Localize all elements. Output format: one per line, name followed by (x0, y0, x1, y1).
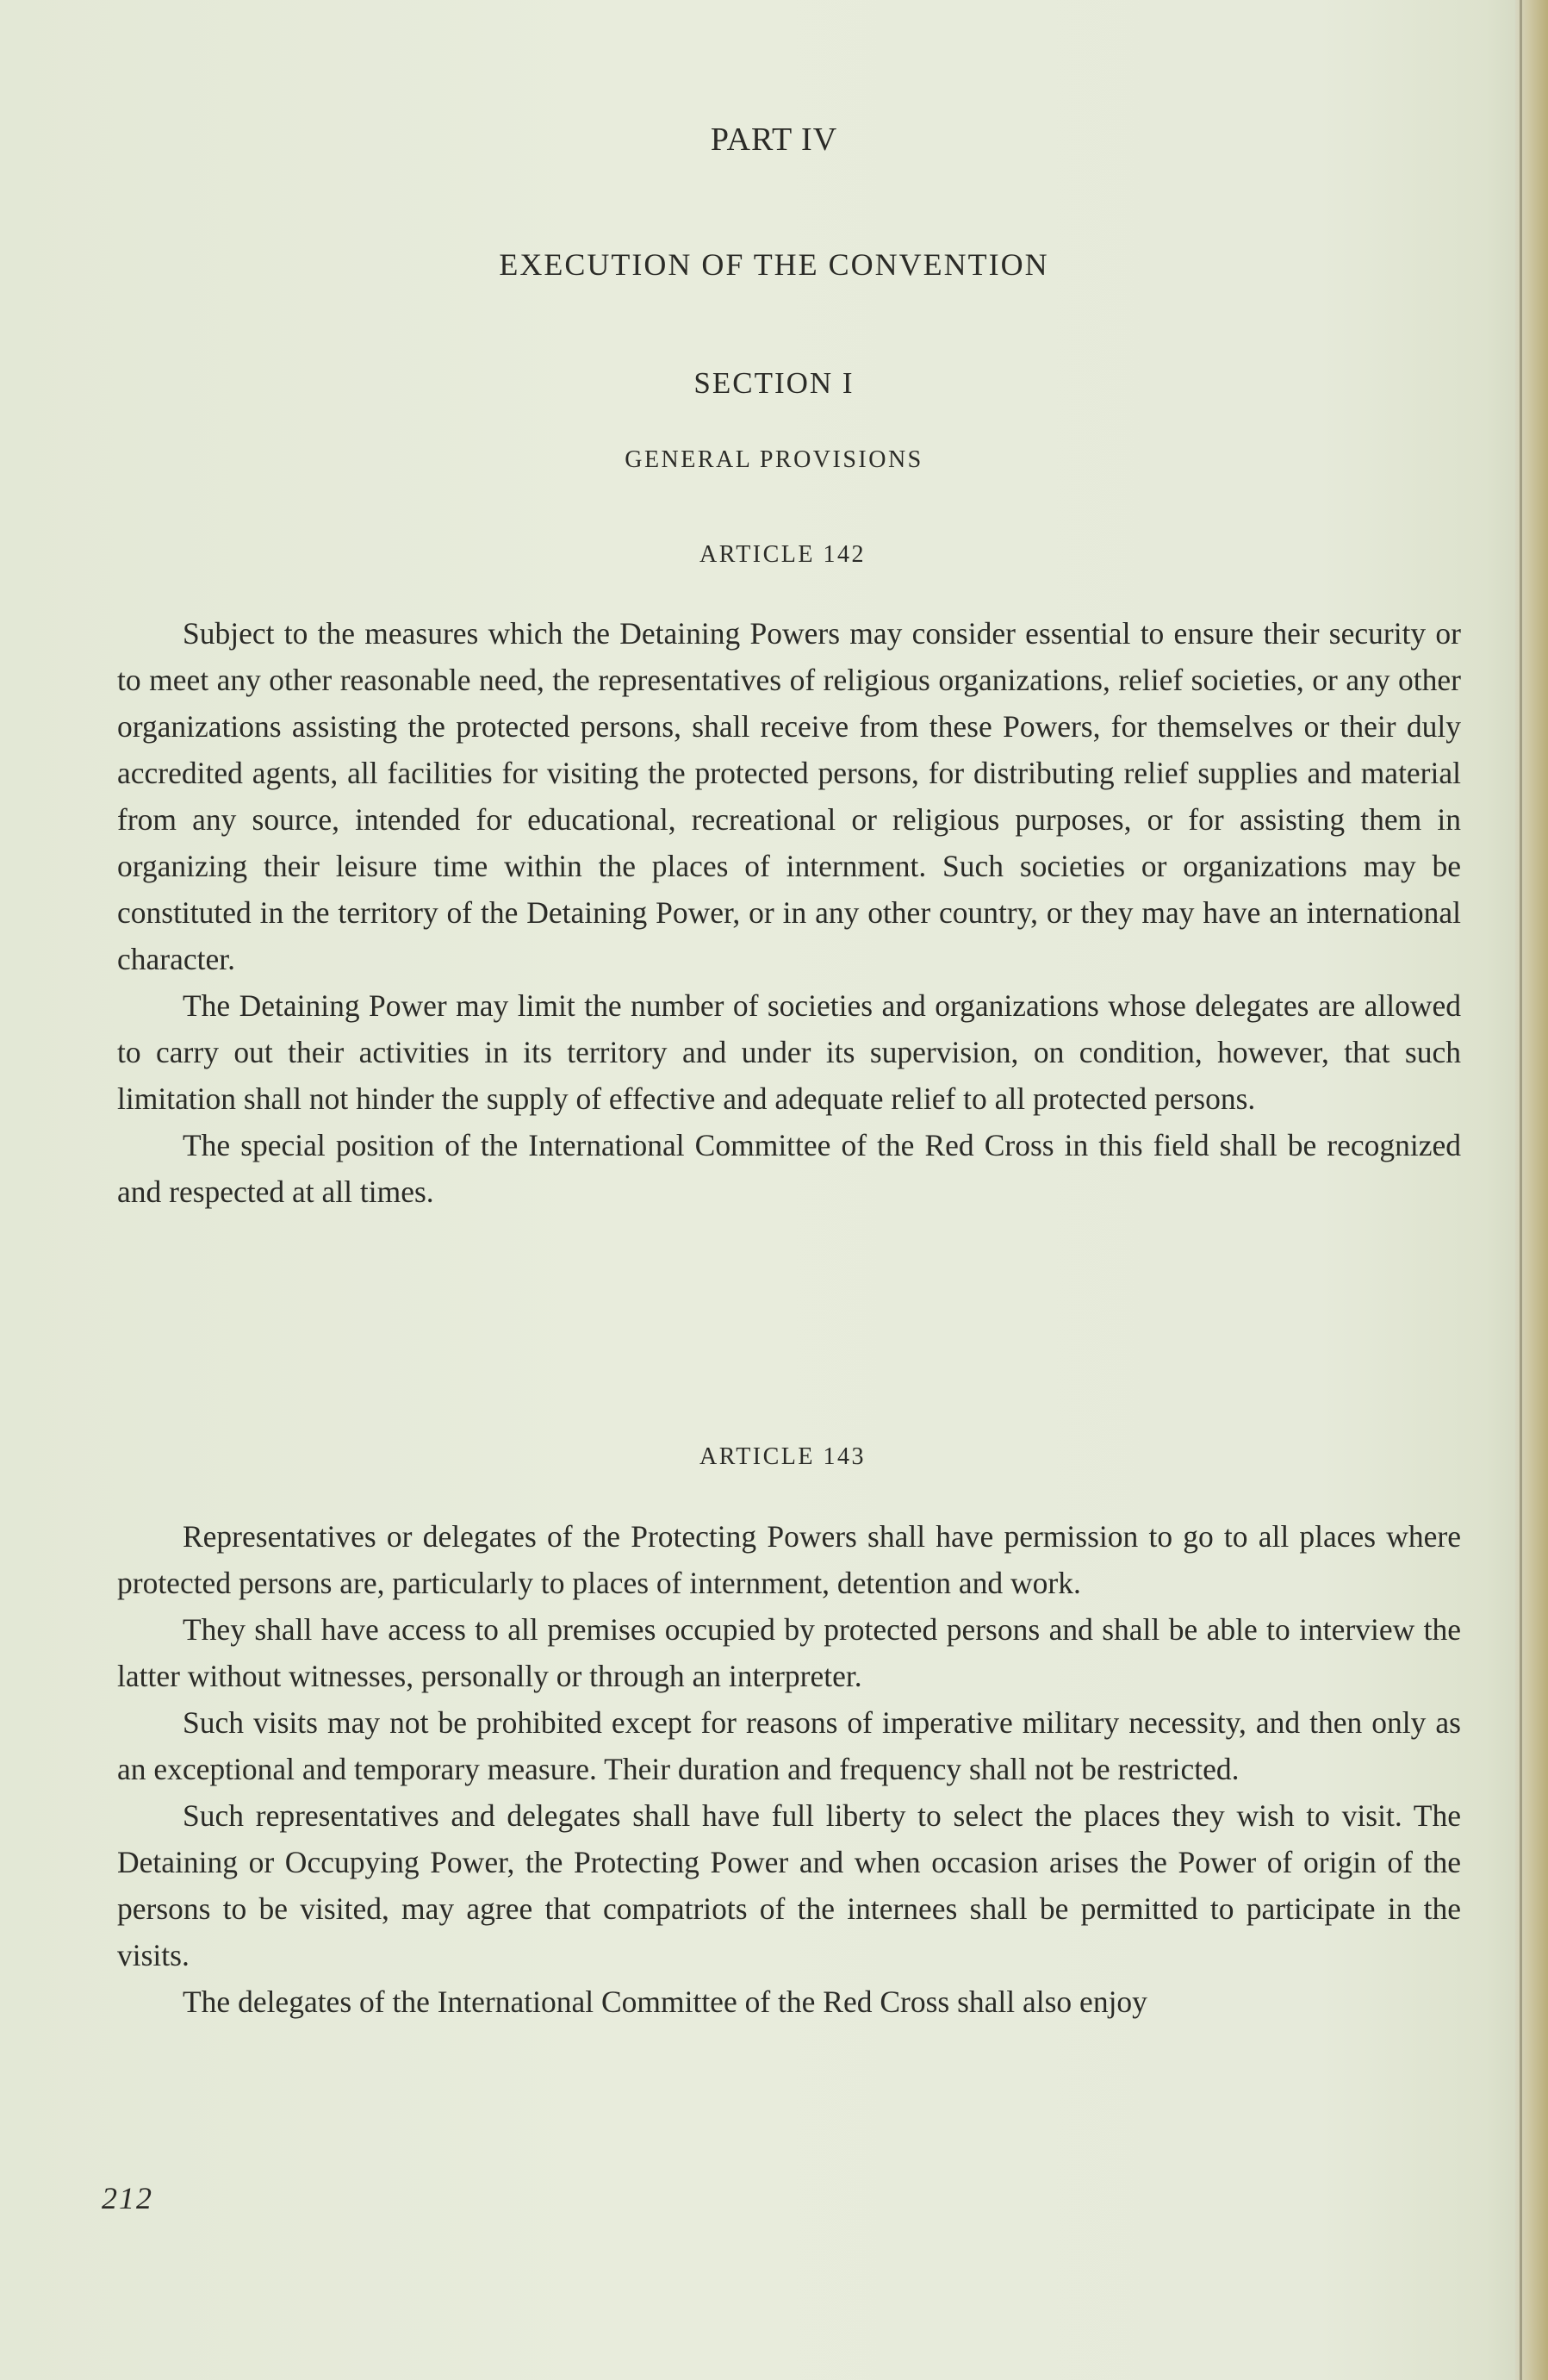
page-number: 212 (102, 2181, 153, 2215)
paragraph: Representatives or delegates of the Protecting Powers shall have permission to go to all places where protected persons are, particularly to places of internment, detention and work. (117, 1519, 1461, 1600)
paragraph: They shall have access to all premises occupied by protected persons and shall be able to interview the latter without witnesses, personally or through an interpreter. (117, 1612, 1461, 1693)
paragraph: Such representatives and delegates shall have full liberty to select the places they wish to visit. The Detaining or Occupying Power, the Protecting Power and when occasion arises the Power of origin of the persons to be visited, may agree that compatriots of the internees shall be permitted to participate in the visits. (117, 1798, 1461, 1972)
part-title: PART IV (710, 121, 838, 158)
page-binding-line (1520, 0, 1522, 2380)
paragraph: Such visits may not be prohibited except for reasons of imperative military necessity, and then only as an exceptional and temporary measure. Their duration and frequency shall not be restricted. (117, 1705, 1461, 1786)
chapter-title: EXECUTION OF THE CONVENTION (499, 247, 1049, 282)
article-heading: ARTICLE 143 (699, 1443, 867, 1470)
paragraph: The special position of the International Committee of the Red Cross in this field shall be recognized and respected at all times. (117, 1128, 1461, 1209)
section-title: SECTION I (693, 366, 855, 400)
article-body (117, 610, 1461, 1215)
paragraph: The delegates of the International Committee of the Red Cross shall also enjoy (183, 1984, 1147, 2019)
article-heading: ARTICLE 142 (699, 541, 867, 568)
article-body (117, 1513, 1461, 2025)
paragraph: Subject to the measures which the Detaining Powers may consider essential to ensure their security or to meet any other reasonable need, the representatives of religious organizations, relief societies, or any other organizations assisting the protected persons, shall receive from these Powers, for themselves or their duly accredited agents, all facilities for visiting the protected persons, for distributing relief supplies and material from any source, intended for educational, recreational or religious purposes, or for assisting them in organizing their leisure time within the places of internment. Such societies or organizations may be constituted in the territory of the Detaining Power, or in any other country, or they may have an international character. (117, 616, 1461, 976)
section-subtitle: GENERAL PROVISIONS (625, 446, 923, 473)
paragraph: The Detaining Power may limit the number of societies and organizations whose delegates are allowed to carry out their activities in its territory and under its supervision, on condition, however, that such limitation shall not hinder the supply of effective and adequate relief to all protected persons. (117, 988, 1461, 1116)
